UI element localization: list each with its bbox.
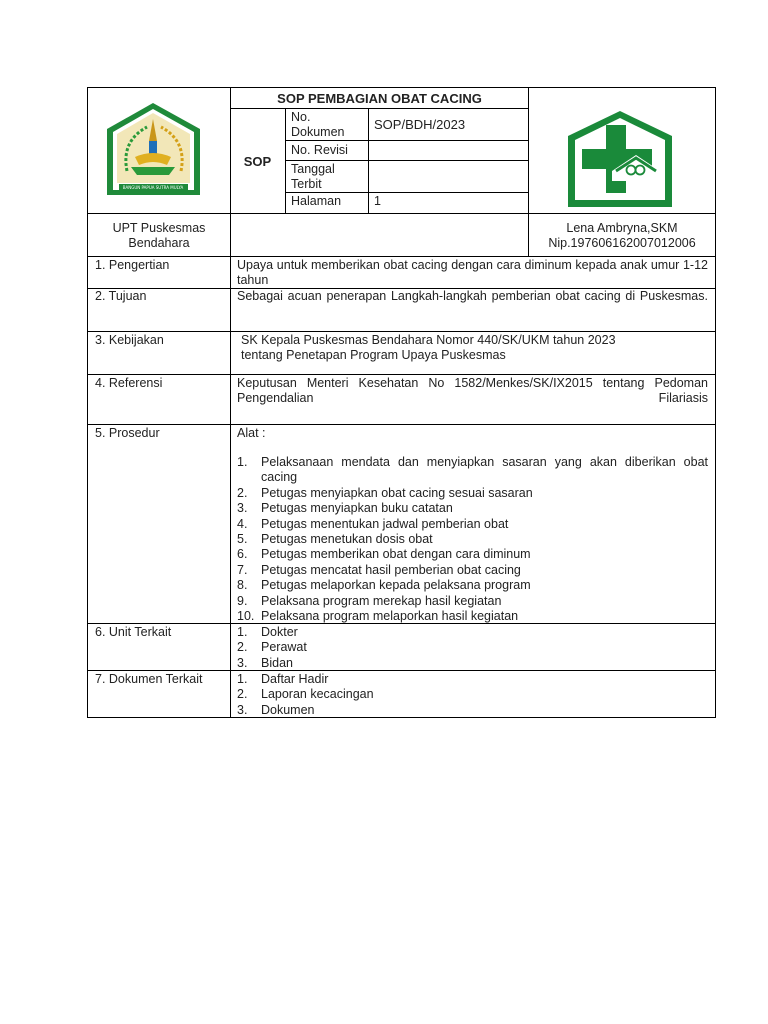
list-item-number: 6. — [237, 547, 248, 562]
list-item-text: Petugas melaporkan kepada pelaksana program — [261, 578, 531, 593]
list-item — [237, 455, 708, 486]
list-item — [237, 672, 708, 687]
document-title: SOP PEMBAGIAN OBAT CACING — [277, 91, 482, 106]
list-item-number: 5. — [237, 532, 248, 547]
list-item-text: Pelaksana program merekap hasil kegiatan — [261, 593, 502, 608]
border-line — [285, 192, 529, 193]
list-item — [237, 578, 708, 593]
list-item — [237, 656, 708, 671]
section-label-referensi: 4. Referensi — [95, 376, 163, 390]
list-item-text: Pelaksana program melaporkan hasil kegiatan — [261, 609, 519, 624]
list-item-text: Laporan kecacingan — [261, 687, 374, 702]
list-item-text: Pelaksanaan mendata dan menyiapkan sasaran yang akan diberikan obat cacing — [261, 455, 708, 485]
list-item — [237, 640, 708, 655]
list-item-text: Petugas mencatat hasil pemberian obat cacing — [261, 562, 521, 577]
list-item-text: Petugas memberikan obat dengan cara diminum — [261, 547, 531, 562]
field-label-no-revisi: No. Revisi — [291, 143, 348, 157]
border-line — [87, 213, 716, 214]
list-item — [237, 609, 708, 624]
section-label-unit-terkait: 6. Unit Terkait — [95, 625, 172, 639]
section-text-tujuan: Sebagai acuan penerapan Langkah-langkah pemberian obat cacing di Puskesmas. — [237, 289, 708, 303]
border-line — [87, 424, 716, 425]
list-item — [237, 563, 708, 578]
list-item-number: 1. — [237, 672, 248, 686]
list-item-number: 7. — [237, 562, 248, 577]
list-item-number: 9. — [237, 593, 248, 608]
section-label-tujuan: 2. Tujuan — [95, 289, 147, 303]
list-item-number: 3. — [237, 655, 248, 670]
field-label-tanggal-terbit: Tanggal Terbit — [291, 162, 335, 191]
field-value-no-dokumen: SOP/BDH/2023 — [374, 117, 466, 132]
list-item-text: Perawat — [261, 640, 307, 655]
border-line — [230, 108, 529, 109]
list-item — [237, 625, 708, 640]
border-line — [285, 109, 286, 213]
section-text-referensi: Keputusan Menteri Kesehatan No 1582/Menkes/SK/IX2015 tentang Pedoman Pengendalian Filariasis — [237, 376, 708, 405]
field-label-no-dokumen: No. Dokumen — [291, 110, 345, 139]
section-label-pengertian: 1. Pengertian — [95, 258, 170, 272]
field-value-halaman: 1 — [374, 194, 381, 208]
list-item — [237, 594, 708, 609]
list-item-text: Petugas menyiapkan buku catatan — [261, 501, 453, 516]
svg-text:BANGUN PAPUA SUTRA MULYA: BANGUN PAPUA SUTRA MULYA — [122, 185, 184, 190]
dokumen-terkait-list — [237, 672, 708, 718]
border-line — [87, 256, 716, 257]
section-label-dokumen-terkait: 7. Dokumen Terkait — [95, 672, 203, 686]
list-item — [237, 501, 708, 516]
list-item-number: 1. — [237, 625, 248, 639]
list-item — [237, 547, 708, 562]
border-line — [87, 87, 716, 88]
section-text-kebijakan-line2: tentang Penetapan Program Upaya Puskesmas — [241, 348, 506, 362]
list-item-text: Petugas menyiapkan obat cacing sesuai sasaran — [261, 485, 533, 500]
prosedur-steps-list — [237, 455, 708, 624]
list-item-text: Daftar Hadir — [261, 672, 329, 686]
list-item-text: Petugas menentukan jadwal pemberian obat — [261, 516, 509, 531]
signer-name: Lena Ambryna,SKM — [566, 221, 678, 235]
sop-label: SOP — [243, 154, 272, 169]
unit-terkait-list — [237, 625, 708, 671]
list-item-number: 2. — [237, 485, 248, 500]
border-line — [87, 331, 716, 332]
regional-emblem-logo — [105, 101, 202, 197]
list-item — [237, 486, 708, 501]
section-label-prosedur: 5. Prosedur — [95, 426, 160, 440]
border-line — [368, 109, 369, 213]
border-line — [87, 374, 716, 375]
border-line — [285, 140, 529, 141]
puskesmas-logo — [566, 109, 674, 209]
list-item-text: Dokter — [261, 625, 298, 639]
list-item-number: 2. — [237, 640, 248, 655]
section-label-kebijakan: 3. Kebijakan — [95, 333, 164, 347]
list-item-number: 8. — [237, 578, 248, 593]
list-item-number: 3. — [237, 702, 248, 717]
list-item-number: 3. — [237, 501, 248, 516]
list-item-number: 10. — [237, 609, 255, 624]
section-text-kebijakan-line1: SK Kepala Puskesmas Bendahara Nomor 440/SK/UKM tahun 2023 — [241, 333, 616, 347]
unit-name: UPT Puskesmas Bendahara — [112, 221, 206, 250]
signer-nip: Nip.197606162007012006 — [548, 236, 696, 250]
list-item — [237, 687, 708, 702]
list-item-text: Petugas menetukan dosis obat — [261, 532, 433, 547]
list-item-number: 4. — [237, 516, 248, 531]
list-item — [237, 532, 708, 547]
list-item-text: Dokumen — [261, 702, 315, 717]
list-item-text: Bidan — [261, 655, 293, 670]
list-item — [237, 517, 708, 532]
list-item-number: 2. — [237, 687, 248, 702]
section-text-pengertian: Upaya untuk memberikan obat cacing dengan cara diminum kepada anak umur 1-12 tahun — [237, 258, 708, 287]
border-line — [285, 160, 529, 161]
field-label-halaman: Halaman — [291, 194, 342, 208]
list-item — [237, 703, 708, 718]
list-item-number: 1. — [237, 455, 248, 469]
prosedur-intro: Alat : — [237, 426, 266, 440]
